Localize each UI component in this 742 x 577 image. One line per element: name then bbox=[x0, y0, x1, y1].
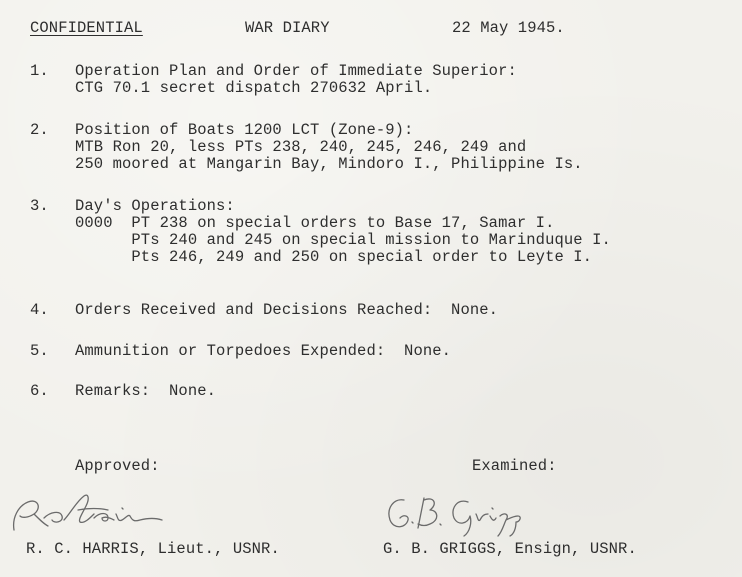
section-line: Remarks: None. bbox=[75, 382, 217, 400]
griggs-signature-icon bbox=[378, 488, 568, 538]
section-number: 5. bbox=[30, 342, 49, 360]
section-line: Position of Boats 1200 LCT (Zone-9): bbox=[75, 121, 414, 139]
document-title: WAR DIARY bbox=[245, 19, 330, 37]
harris-signature-icon bbox=[4, 488, 204, 538]
examined-label: Examined: bbox=[472, 457, 557, 475]
examiner-signature-line: G. B. GRIGGS, Ensign, USNR. bbox=[383, 540, 637, 558]
section-number: 4. bbox=[30, 301, 49, 319]
section-line: Pts 246, 249 and 250 on special order to Leyte I. bbox=[75, 248, 593, 266]
section-line: PTs 240 and 245 on special mission to Marinduque I. bbox=[75, 231, 611, 249]
section-number: 6. bbox=[30, 382, 49, 400]
section-line: Ammunition or Torpedoes Expended: None. bbox=[75, 342, 452, 360]
section-line: CTG 70.1 secret dispatch 270632 April. bbox=[75, 79, 433, 97]
section-line: MTB Ron 20, less PTs 238, 240, 245, 246, 249 and bbox=[75, 138, 527, 156]
approver-signature-line: R. C. HARRIS, Lieut., USNR. bbox=[26, 540, 280, 558]
section-line: Operation Plan and Order of Immediate Superior: bbox=[75, 62, 517, 80]
section-line: 0000 PT 238 on special orders to Base 17, Samar I. bbox=[75, 214, 555, 232]
classification-label: CONFIDENTIAL bbox=[30, 19, 143, 37]
section-number: 2. bbox=[30, 121, 49, 139]
section-number: 3. bbox=[30, 197, 49, 215]
section-line: Orders Received and Decisions Reached: None. bbox=[75, 301, 499, 319]
section-line: 250 moored at Mangarin Bay, Mindoro I., Philippine Is. bbox=[75, 155, 583, 173]
approved-label: Approved: bbox=[75, 457, 160, 475]
section-line: Day's Operations: bbox=[75, 197, 235, 215]
section-number: 1. bbox=[30, 62, 49, 80]
document-date: 22 May 1945. bbox=[452, 19, 565, 37]
